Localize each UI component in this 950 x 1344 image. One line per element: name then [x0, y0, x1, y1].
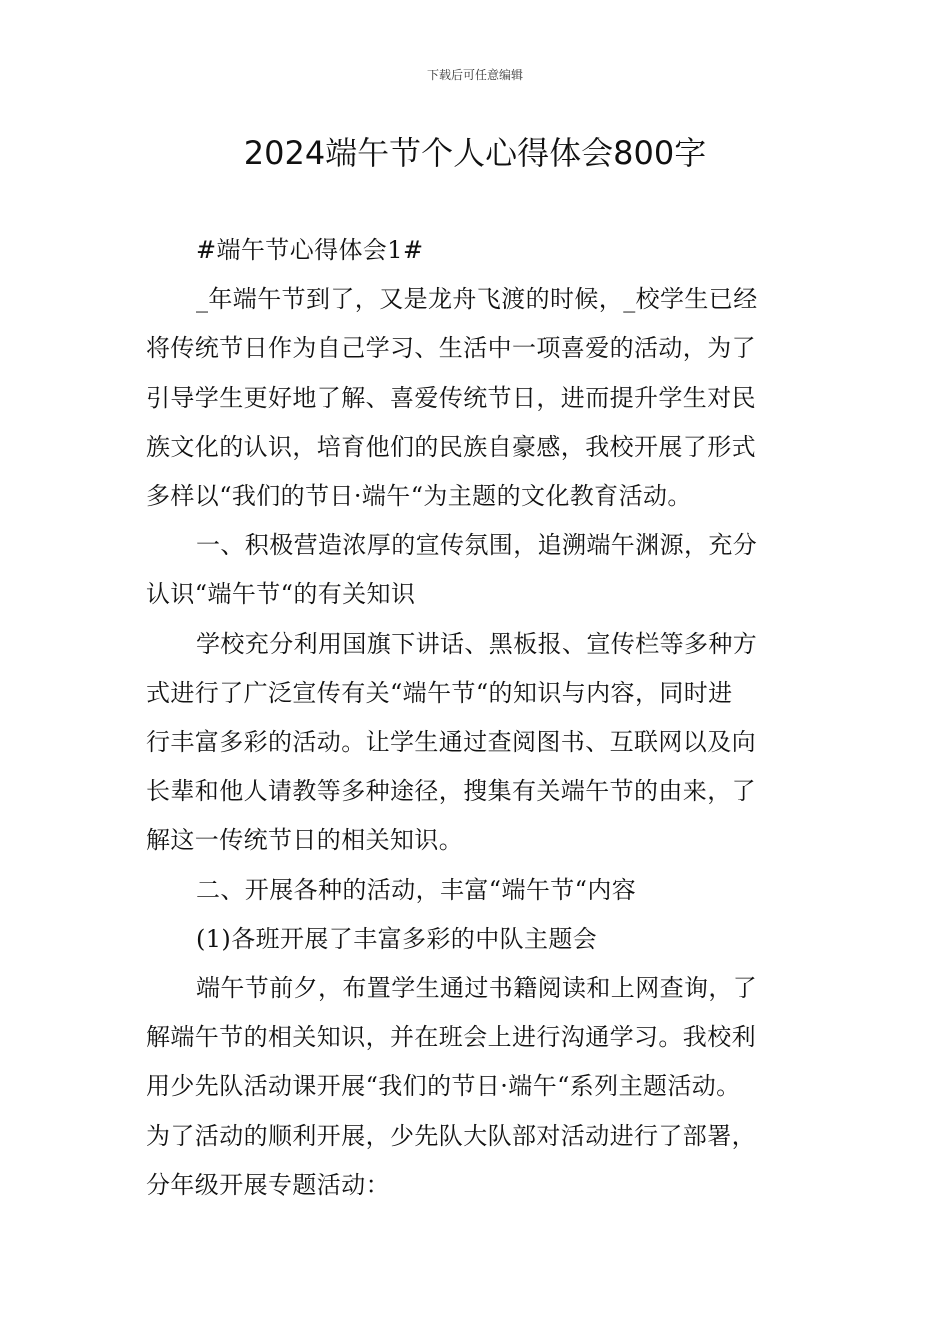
paragraph: 一、积极营造浓厚的宣传氛围，追溯端午渊源，充分 认识“端午节“的有关知识: [146, 531, 758, 609]
paragraph-heading: #端午节心得体会1#: [196, 236, 424, 264]
paragraph: 二、开展各种的活动，丰富“端午节“内容: [196, 875, 637, 904]
paragraph: 学校充分利用国旗下讲话、黑板报、宣传栏等多种方 式进行了广泛宣传有关“端午节“的知识与内容，同时进 行丰富多彩的活动。让学生通过查阅图书、互联网以及向 长辈和他人请教等多种途径，搜集有关端午节的由来，了 解这一传统节日的相关知识。: [146, 629, 758, 855]
paragraph: 端午节前夕，布置学生通过书籍阅读和上网查询，了 解端午节的相关知识，并在班会上进行沟通学习。我校利 用少先队活动课开展“我们的节日·端午“系列主题活动。 为了活动的顺利开展，少先队大队部对活动进行了部署， 分年级开展专题活动：: [146, 974, 758, 1199]
header-note: 下载后可任意编辑: [426, 68, 523, 82]
paragraph: (1)各班开展了丰富多彩的中队主题会: [196, 924, 598, 953]
document-title: 2024端午节个人心得体会800字: [243, 134, 707, 172]
paragraph: _年端午节到了，又是龙舟飞渡的时候，_校学生已经 将传统节日作为自己学习、生活中一项喜爱的活动，为了 引导学生更好地了解、喜爱传统节日，进而提升学生对民 族文化的认识，培育他们的民族自豪感，我校开展了形式 多样以“我们的节日·端午“为主题的文化教育活动。: [146, 285, 758, 511]
document-body: [146, 226, 826, 1210]
